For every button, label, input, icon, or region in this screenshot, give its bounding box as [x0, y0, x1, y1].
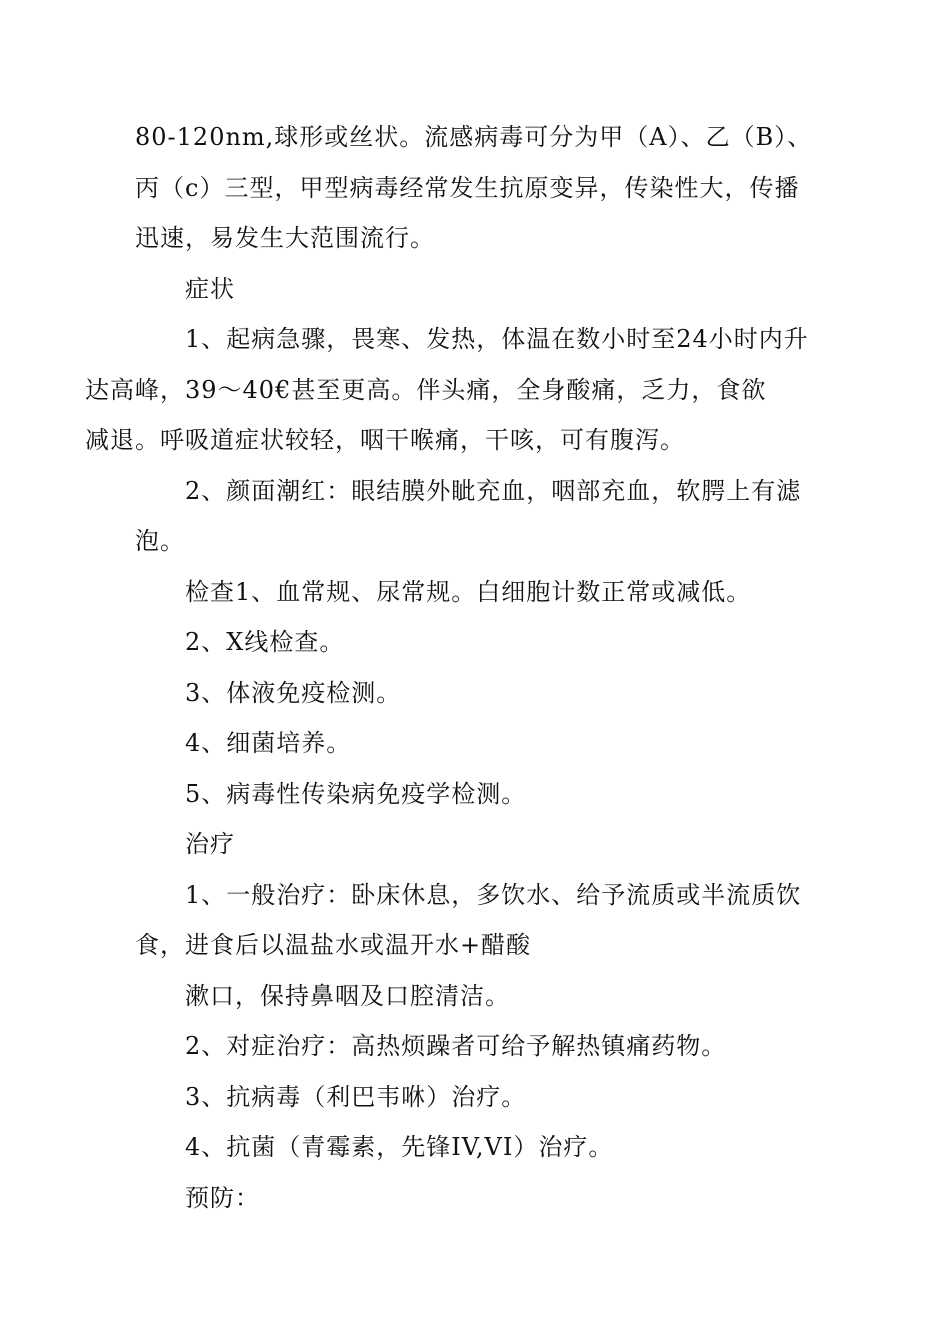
paragraph-exam-4 — [135, 718, 819, 769]
text-line: 1、起病急骤，畏寒、发热，体温在数小时至24小时内升 — [185, 325, 809, 353]
paragraph-treatment-1 — [135, 870, 819, 971]
paragraph-exam-3 — [135, 668, 819, 719]
text-line: 达高峰，39〜40€甚至更高。伴头痛，全身酸痛，乏力，食欲 — [85, 375, 767, 404]
paragraph-virus-description — [135, 112, 819, 264]
heading-text: 症状 — [185, 274, 235, 303]
text-line: 迅速，易发生大范围流行。 — [135, 224, 435, 252]
paragraph-treatment-3 — [135, 1072, 819, 1123]
paragraph-treatment-1-cont — [135, 971, 819, 1022]
text-line: 食，进食后以温盐水或温开水+醋酸 — [135, 931, 532, 959]
text-line: 丙（c）三型，甲型病毒经常发生抗原变异，传染性大，传播 — [135, 173, 800, 202]
text-line: 3、抗病毒（利巴韦咻）治疗。 — [185, 1082, 527, 1111]
text-line: 减退。呼吸道症状较轻，咽干喉痛，干咳，可有腹泻。 — [85, 426, 685, 454]
paragraph-symptom-2 — [135, 466, 819, 567]
text-line: 5、病毒性传染病免疫学检测。 — [185, 779, 527, 808]
text-line: 4、抗菌（青霉素，先锋IV,VI）治疗。 — [185, 1133, 614, 1161]
text-line: 1、一般治疗：卧床休息，多饮水、给予流质或半流质饮 — [185, 880, 802, 909]
heading-text: 治疗 — [185, 830, 235, 858]
text-line: 漱口，保持鼻咽及口腔清洁。 — [185, 981, 510, 1010]
paragraph-exam-1 — [135, 567, 819, 618]
paragraph-treatment-2 — [135, 1021, 819, 1072]
document-body — [85, 112, 819, 1223]
paragraph-treatment-4 — [135, 1122, 819, 1173]
text-line: 4、细菌培养。 — [185, 729, 352, 757]
text-line: 泡。 — [135, 527, 185, 555]
text-line: 3、体液免疫检测。 — [185, 678, 402, 707]
paragraph-exam-2 — [135, 617, 819, 668]
text-line: 2、颜面潮红：眼结膜外眦充血，咽部充血，软腭上有滤 — [185, 476, 802, 505]
text-line: 2、对症治疗：高热烦躁者可给予解热镇痛药物。 — [185, 1032, 727, 1060]
text-line: 80-120nm,球形或丝状。流感病毒可分为甲（A）、乙（B）、 — [135, 123, 813, 151]
heading-text: 预防： — [185, 1183, 260, 1212]
section-heading-symptoms — [135, 264, 819, 315]
paragraph-symptom-1 — [85, 314, 819, 466]
text-line: 检查1、血常规、尿常规。白细胞计数正常或减低。 — [185, 577, 752, 606]
paragraph-exam-5 — [135, 769, 819, 820]
text-line: 2、X线检查。 — [185, 628, 345, 656]
section-heading-prevention — [135, 1173, 819, 1224]
section-heading-treatment — [135, 819, 819, 870]
